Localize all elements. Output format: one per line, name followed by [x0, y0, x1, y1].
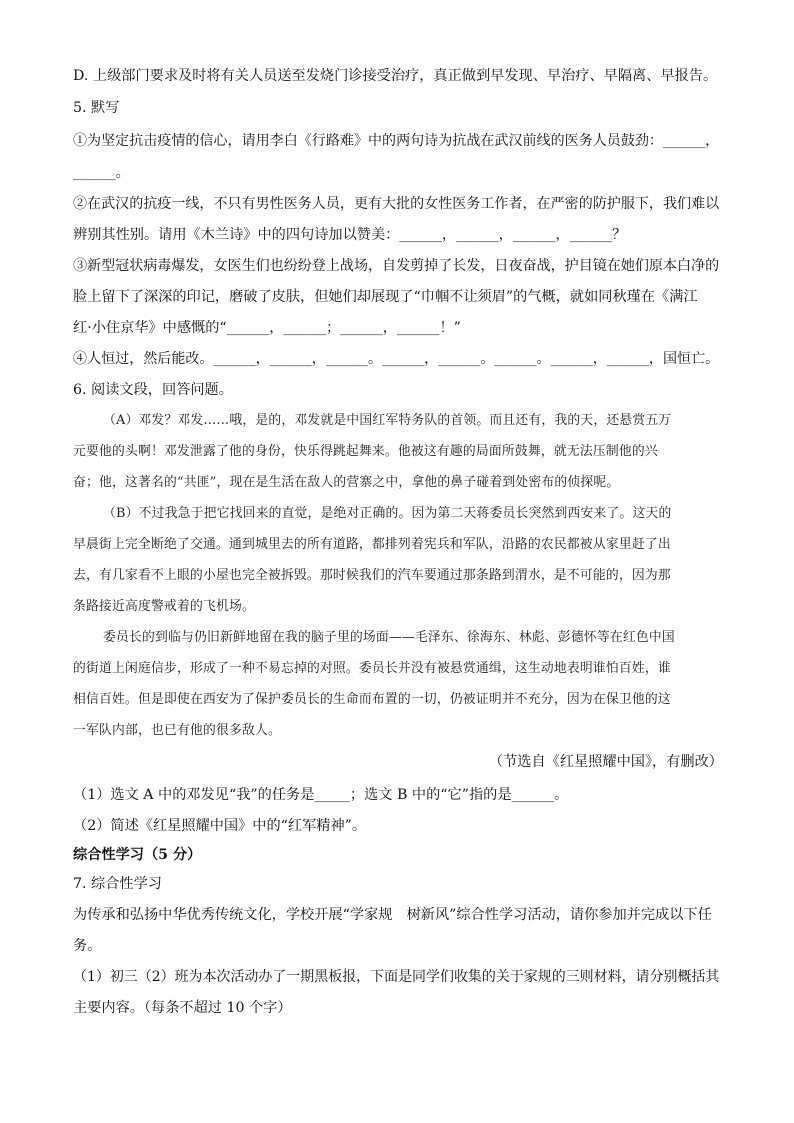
- question-7-heading: 7. 综合性学习: [73, 876, 162, 892]
- question-7-sub-1: （1）初三（2）班为本次活动办了一期黑板报，下面是同学们收集的关于家规的三则材料，请分别概括其: [73, 969, 720, 985]
- question-7-intro-cont: 务。: [73, 938, 102, 954]
- passage-b-line-3: 去，有几家看不上眼的小屋也完全被拆毁。那时候我们的汽车要通过那条路到渭水，是不可能的，因为那: [73, 568, 671, 583]
- passage-b2-line-1: 委员长的到临与仍旧新鲜地留在我的脑子里的场面——毛泽东、徐海东、林彪、彭德怀等在红色中国: [103, 630, 675, 645]
- passage-b-line-1: （B）不过我急于把它找回来的直觉，是绝对正确的。因为第二天蒋委员长突然到西安来了。这天的: [103, 506, 672, 521]
- passage-b-line-2: 早晨街上完全断绝了交通。通到城里去的所有道路，都排列着宪兵和军队，沿路的农民都被从家里赶了出: [73, 537, 671, 552]
- question-5-item-3-cont: 脸上留下了深深的印记，磨破了皮肤，但她们却展现了“巾帼不让须眉”的气概，就如同秋瑾在《满江: [73, 289, 698, 305]
- section-heading: 综合性学习（5 分）: [73, 847, 202, 863]
- passage-a-line-1: （A）邓发？邓发……哦，是的，邓发就是中国红军特务队的首领。而且还有，我的天，还悬赏五万: [103, 413, 672, 428]
- question-5-item-2-cont: 辨别其性别。请用《木兰诗》中的四句诗加以赞美：______，______，______，______？: [73, 227, 627, 243]
- question-6-sub-1: （1）选文 A 中的邓发见“我”的任务是_____；选文 B 中的“它”指的是______。: [73, 787, 569, 803]
- question-7-intro: 为传承和弘扬中华优秀传统文化，学校开展“学家规 树新风”综合性学习活动，请你参加并完成以下任: [73, 907, 712, 923]
- option-d-text: D. 上级部门要求及时将有关人员送至发烧门诊接受治疗，真正做到早发现、早治疗、早隔离、早报告。: [73, 68, 718, 84]
- question-5-item-2: ②在武汉的抗疫一线，不只有男性医务人员，更有大批的女性医务工作者，在严密的防护服下，我们难以: [73, 196, 720, 212]
- passage-a-line-3: 奋；他，这著名的“共匪”，现在是生活在敌人的营寨之中，拿他的鼻子碰着到处密布的侦探呢。: [73, 475, 620, 490]
- question-5-item-4: ④人恒过，然后能改。______，______，______。______，______。______。______，______，国恒亡。: [73, 351, 720, 367]
- question-6-sub-2: （2）简述《红星照耀中国》中的“红军精神”。: [73, 818, 367, 834]
- passage-b-line-4: 条路接近高度警戒着的飞机场。: [73, 599, 255, 614]
- passage-b2-line-3: 相信百姓。但是即使在西安为了保护委员长的生命而布置的一切，仍被证明并不充分，因为在保卫他的这: [73, 692, 671, 707]
- question-5-item-1: ①为坚定抗击疫情的信心，请用李白《行路难》中的两句诗为抗战在武汉前线的医务人员鼓劲：______，: [73, 133, 720, 149]
- question-5-item-1-cont: ______。: [73, 165, 130, 181]
- question-5-item-3: ③新型冠状病毒爆发，女医生们也纷纷登上战场，自发剪掉了长发，日夜奋战，护目镜在她们原本白净的: [73, 258, 720, 274]
- passage-a-line-2: 元要他的头啊！邓发泄露了他的身份，快乐得跳起舞来。他被这有趣的局面所鼓舞，就无法压制他的兴: [73, 444, 658, 459]
- question-5-heading: 5. 默写: [73, 100, 120, 116]
- question-6-heading: 6. 阅读文段，回答问题。: [73, 382, 233, 398]
- passage-b2-line-2: 的街道上闲庭信步，形成了一种不易忘掉的对照。委员长并没有被悬赏通缉，这生动地表明谁怕百姓，谁: [73, 661, 671, 676]
- passage-source: （节选自《红星照耀中国》，有删改）: [488, 754, 723, 770]
- passage-b2-line-4: 一军队内部，也已有他的很多敌人。: [73, 723, 281, 738]
- question-5-item-3-cont2: 红·小住京华》中感慨的“______，______；______，______！”: [73, 320, 461, 336]
- question-7-sub-1-cont: 主要内容。（每条不超过 10 个字）: [73, 1000, 292, 1016]
